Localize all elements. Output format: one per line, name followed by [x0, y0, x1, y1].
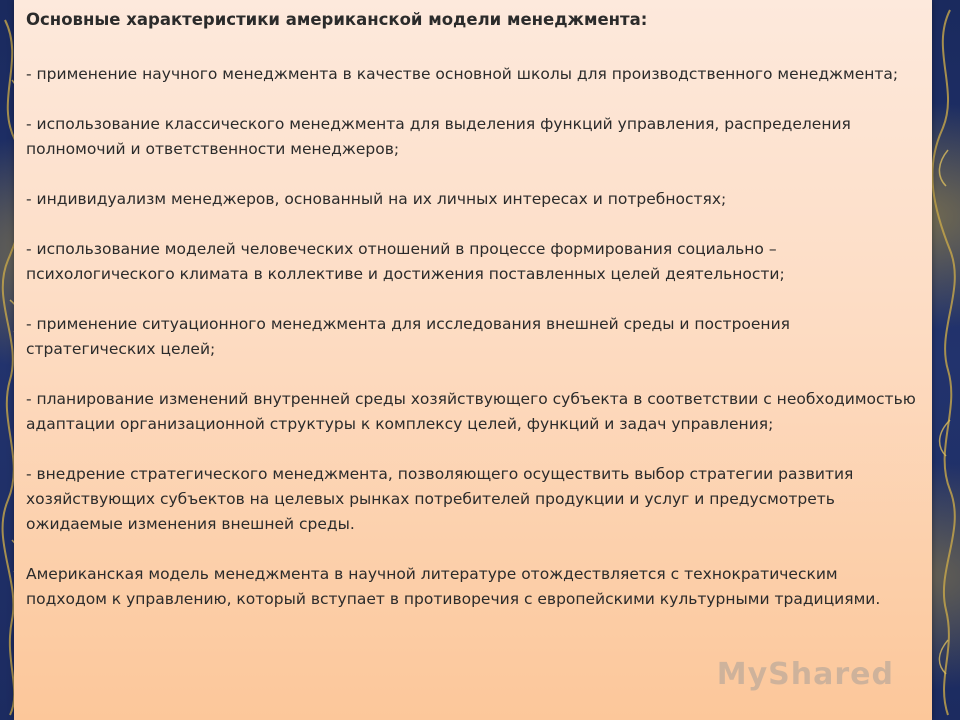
list-item: - использование классического менеджмента для выделения функций управления, распределения полномочий и ответственности менеджеров;	[26, 115, 851, 158]
list-item: - планирование изменений внутренней среды хозяйствующего субъекта в соответствии с необходимостью адаптации организационной структуры к комплексу целей, функций и задач управления;	[26, 390, 916, 433]
ornament-swirl-icon	[930, 0, 960, 720]
list-item: - применение научного менеджмента в качестве основной школы для производственного менеджмента;	[26, 65, 899, 83]
watermark-logo: MyShared	[716, 657, 894, 692]
list-item: - индивидуализм менеджеров, основанный на их личных интересах и потребностях;	[26, 190, 727, 208]
closing-paragraph: Американская модель менеджмента в научной литературе отождествляется с технократическим подходом к управлению, который вступает в противоречия с европейскими культурными традициями.	[26, 565, 881, 608]
list-item: - применение ситуационного менеджмента для исследования внешней среды и построения стратегических целей;	[26, 315, 790, 358]
content-panel	[14, 0, 932, 720]
right-ornament	[930, 0, 960, 720]
slide-title: Основные характеристики американской модели менеджмента:	[26, 10, 648, 29]
list-item: - использование моделей человеческих отношений в процессе формирования социально – психологического климата в коллективе и достижения поставленных целей деятельности;	[26, 240, 785, 283]
list-item: - внедрение стратегического менеджмента, позволяющего осуществить выбор стратегии развития хозяйствующих субъектов на целевых рынках потребителей продукции и услуг и предусмотреть ожидаемые изменения внешней среды.	[26, 465, 854, 533]
